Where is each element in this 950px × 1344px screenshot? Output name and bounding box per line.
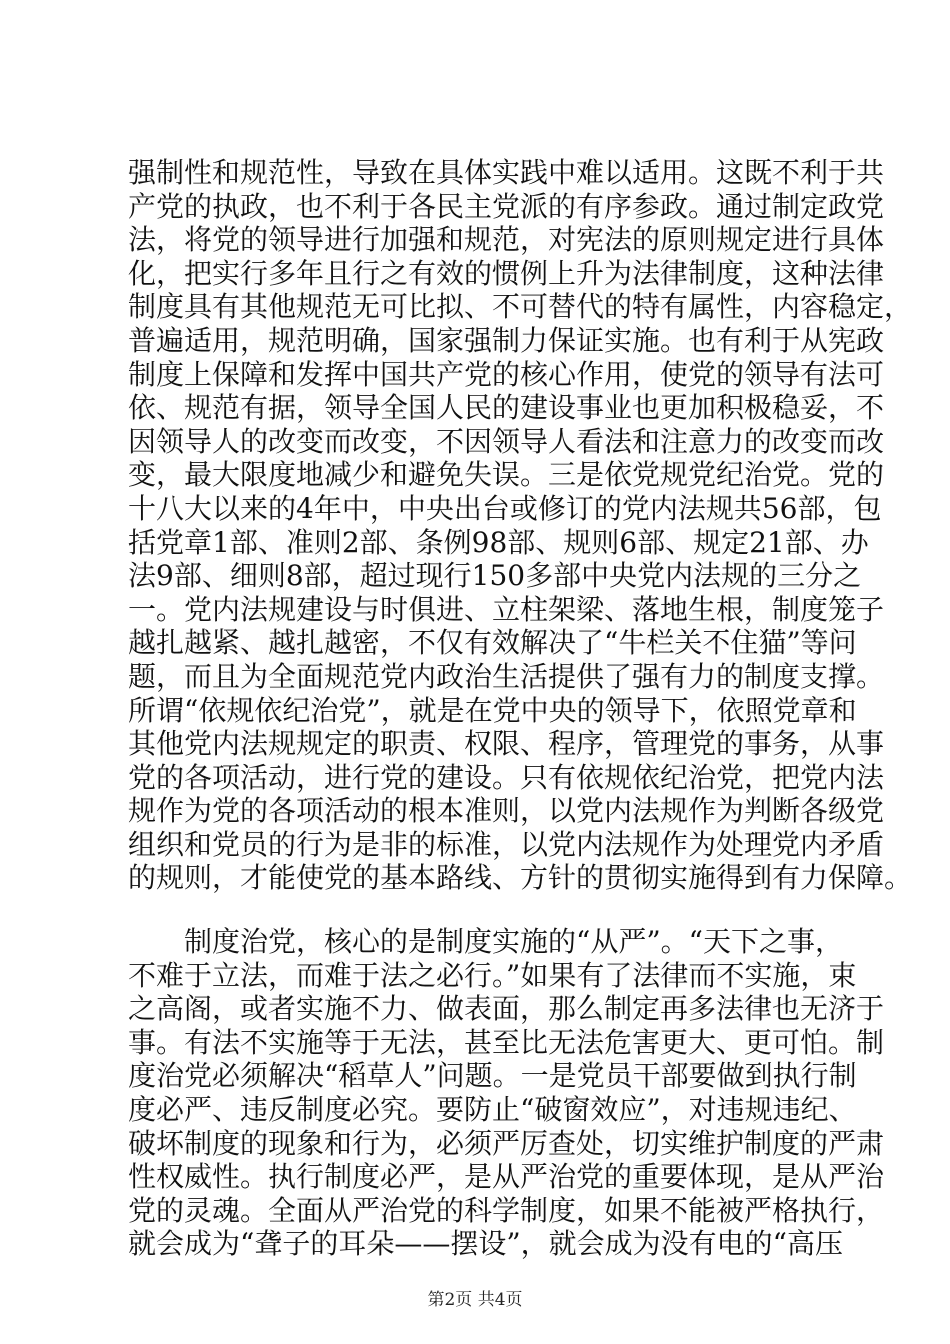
- text-line: 法，将党的领导进行加强和规范，对宪法的原则规定进行具体: [128, 223, 885, 257]
- text-line: 其他党内法规规定的职责、权限、程序，管理党的事务，从事: [128, 727, 885, 761]
- text-line: 不难于立法，而难于法之必行。”如果有了法律而不实施，束: [128, 958, 857, 992]
- text-line: 制度上保障和发挥中国共产党的核心作用，使党的领导有法可: [128, 357, 885, 391]
- text-line: 规作为党的各项活动的根本准则，以党内法规作为判断各级党: [128, 794, 885, 828]
- text-line: 度必严、违反制度必究。要防止“破窗效应”，对违规违纪、: [128, 1093, 857, 1127]
- paragraph-1: [128, 156, 913, 895]
- text-line: 十八大以来的4年中，中央出台或修订的党内法规共56部，包: [128, 491, 882, 525]
- text-line: 党的各项活动，进行党的建设。只有依规依纪治党，把党内法: [128, 760, 885, 794]
- text-line: 所谓“依规依纪治党”，就是在党中央的领导下，依照党章和: [128, 693, 857, 727]
- text-line: 变，最大限度地减少和避免失误。三是依党规党纪治党。党的: [128, 458, 885, 492]
- text-line: 组织和党员的行为是非的标准，以党内法规作为处理党内矛盾: [128, 827, 885, 861]
- text-line: 普遍适用，规范明确，国家强制力保证实施。也有利于从宪政: [128, 323, 885, 357]
- text-line: 度治党必须解决“稻草人”问题。一是党员干部要做到执行制: [128, 1059, 857, 1093]
- text-line: 因领导人的改变而改变，不因领导人看法和注意力的改变而改: [128, 424, 885, 458]
- text-line: 事。有法不实施等于无法，甚至比无法危害更大、更可怕。制: [128, 1025, 885, 1059]
- text-line: 题，而且为全面规范党内政治生活提供了强有力的制度支撑。: [128, 659, 885, 693]
- text-line: 括党章1部、准则2部、条例98部、规则6部、规定21部、办: [128, 525, 869, 559]
- text-line: 的规则，才能使党的基本路线、方针的贯彻实施得到有力保障。: [128, 861, 913, 895]
- text-line: 就会成为“聋子的耳朵——摆设”，就会成为没有电的“高压: [128, 1227, 843, 1261]
- text-line: 强制性和规范性，导致在具体实践中难以适用。这既不利于共: [128, 156, 885, 189]
- text-line: 依、规范有据，领导全国人民的建设事业也更加积极稳妥，不: [128, 391, 885, 425]
- paragraph-2: [128, 925, 885, 1261]
- text-line: 破坏制度的现象和行为，必须严厉查处，切实维护制度的严肃: [128, 1126, 885, 1160]
- text-line: 制度具有其他规范无可比拟、不可替代的特有属性，内容稳定，: [128, 290, 913, 324]
- text-line: 性权威性。执行制度必严，是从严治党的重要体现，是从严治: [128, 1160, 885, 1194]
- text-line: 之高阁，或者实施不力、做表面，那么制定再多法律也无济于: [128, 992, 885, 1026]
- text-line: 产党的执政，也不利于各民主党派的有序参政。通过制定政党: [128, 189, 885, 223]
- paragraph-gap: [128, 895, 828, 925]
- page-footer: 第2页 共4页: [427, 1290, 523, 1310]
- text-line: 制度治党，核心的是制度实施的“从严”。“天下之事，: [128, 925, 843, 959]
- text-line: 化，把实行多年且行之有效的惯例上升为法律制度，这种法律: [128, 256, 885, 290]
- text-line: 一。党内法规建设与时俱进、立柱架梁、落地生根，制度笼子: [128, 592, 885, 626]
- body-text: [128, 156, 913, 1261]
- text-line: 党的灵魂。全面从严治党的科学制度，如果不能被严格执行，: [128, 1193, 885, 1227]
- text-line: 越扎越紧、越扎越密，不仅有效解决了“牛栏关不住猫”等问: [128, 626, 857, 660]
- text-line: 法9部、细则8部，超过现行150多部中央党内法规的三分之: [128, 559, 862, 593]
